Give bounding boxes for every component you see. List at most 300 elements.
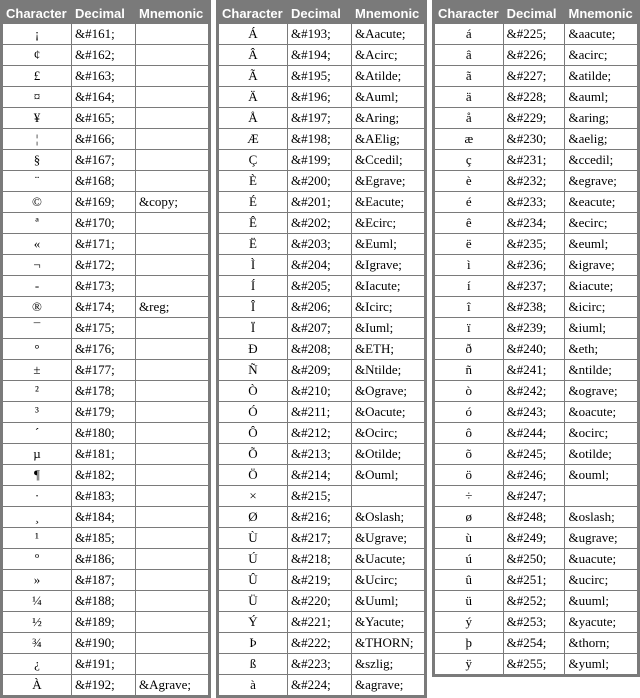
table-row bbox=[3, 675, 208, 695]
table-row bbox=[3, 360, 208, 380]
character-cell: È bbox=[219, 171, 287, 191]
table-row bbox=[3, 465, 208, 485]
table-row bbox=[435, 444, 637, 464]
header-mnemonic: Mnemonic bbox=[565, 3, 637, 23]
table-row bbox=[219, 402, 424, 422]
decimal-cell: &#194; bbox=[288, 45, 351, 65]
table-row bbox=[3, 171, 208, 191]
character-cell: Á bbox=[219, 24, 287, 44]
decimal-cell: &#232; bbox=[504, 171, 565, 191]
character-cell: ç bbox=[435, 150, 503, 170]
table-row bbox=[435, 360, 637, 380]
table-row bbox=[3, 297, 208, 317]
character-cell: Ì bbox=[219, 255, 287, 275]
decimal-cell: &#250; bbox=[504, 549, 565, 569]
table-row bbox=[435, 45, 637, 65]
mnemonic-cell: &copy; bbox=[136, 192, 208, 212]
character-cell: æ bbox=[435, 129, 503, 149]
table-row bbox=[219, 276, 424, 296]
character-cell: ö bbox=[435, 465, 503, 485]
character-cell: ë bbox=[435, 234, 503, 254]
decimal-cell: &#243; bbox=[504, 402, 565, 422]
decimal-cell: &#197; bbox=[288, 108, 351, 128]
table-row bbox=[219, 381, 424, 401]
character-cell: ² bbox=[3, 381, 71, 401]
character-cell: ñ bbox=[435, 360, 503, 380]
mnemonic-cell: &uacute; bbox=[565, 549, 637, 569]
decimal-cell: &#164; bbox=[72, 87, 135, 107]
table-row bbox=[219, 171, 424, 191]
decimal-cell: &#169; bbox=[72, 192, 135, 212]
mnemonic-cell: &ccedil; bbox=[565, 150, 637, 170]
decimal-cell: &#171; bbox=[72, 234, 135, 254]
table-row bbox=[3, 612, 208, 632]
decimal-cell: &#228; bbox=[504, 87, 565, 107]
table-row bbox=[3, 66, 208, 86]
decimal-cell: &#255; bbox=[504, 654, 565, 674]
decimal-cell: &#183; bbox=[72, 486, 135, 506]
decimal-cell: &#210; bbox=[288, 381, 351, 401]
character-cell: Ó bbox=[219, 402, 287, 422]
character-cell: Ö bbox=[219, 465, 287, 485]
character-cell: ò bbox=[435, 381, 503, 401]
table-row bbox=[3, 108, 208, 128]
character-cell: í bbox=[435, 276, 503, 296]
decimal-cell: &#185; bbox=[72, 528, 135, 548]
mnemonic-cell bbox=[136, 318, 208, 338]
character-cell: § bbox=[3, 150, 71, 170]
mnemonic-cell: &atilde; bbox=[565, 66, 637, 86]
mnemonic-cell: &Egrave; bbox=[352, 171, 424, 191]
decimal-cell: &#239; bbox=[504, 318, 565, 338]
table-row bbox=[219, 255, 424, 275]
header-row bbox=[3, 3, 208, 23]
mnemonic-cell: &oacute; bbox=[565, 402, 637, 422]
table-row bbox=[435, 549, 637, 569]
table-row bbox=[3, 654, 208, 674]
decimal-cell: &#205; bbox=[288, 276, 351, 296]
entity-table-2 bbox=[216, 0, 427, 698]
table-row bbox=[435, 234, 637, 254]
character-cell: á bbox=[435, 24, 503, 44]
mnemonic-cell: &Ecirc; bbox=[352, 213, 424, 233]
decimal-cell: &#198; bbox=[288, 129, 351, 149]
mnemonic-cell: &Ograve; bbox=[352, 381, 424, 401]
character-cell: Þ bbox=[219, 633, 287, 653]
decimal-cell: &#211; bbox=[288, 402, 351, 422]
decimal-cell: &#208; bbox=[288, 339, 351, 359]
character-cell: Ò bbox=[219, 381, 287, 401]
mnemonic-cell: &Ugrave; bbox=[352, 528, 424, 548]
mnemonic-cell bbox=[352, 486, 424, 506]
decimal-cell: &#177; bbox=[72, 360, 135, 380]
table-row bbox=[219, 633, 424, 653]
table-row bbox=[435, 654, 637, 674]
decimal-cell: &#207; bbox=[288, 318, 351, 338]
character-cell: ¤ bbox=[3, 87, 71, 107]
character-cell: ´ bbox=[3, 423, 71, 443]
table-row bbox=[3, 234, 208, 254]
table-row bbox=[435, 108, 637, 128]
mnemonic-cell: &ucirc; bbox=[565, 570, 637, 590]
mnemonic-cell: &egrave; bbox=[565, 171, 637, 191]
mnemonic-cell: &Yacute; bbox=[352, 612, 424, 632]
decimal-cell: &#225; bbox=[504, 24, 565, 44]
character-cell: ÿ bbox=[435, 654, 503, 674]
decimal-cell: &#215; bbox=[288, 486, 351, 506]
character-cell: ä bbox=[435, 87, 503, 107]
mnemonic-cell: &Ocirc; bbox=[352, 423, 424, 443]
table-row bbox=[3, 276, 208, 296]
decimal-cell: &#220; bbox=[288, 591, 351, 611]
character-cell: à bbox=[219, 675, 287, 695]
mnemonic-cell: &aring; bbox=[565, 108, 637, 128]
table-row bbox=[435, 381, 637, 401]
mnemonic-cell: &Acirc; bbox=[352, 45, 424, 65]
mnemonic-cell: &icirc; bbox=[565, 297, 637, 317]
table-row bbox=[435, 423, 637, 443]
mnemonic-cell bbox=[136, 276, 208, 296]
decimal-cell: &#242; bbox=[504, 381, 565, 401]
table-row bbox=[435, 66, 637, 86]
decimal-cell: &#191; bbox=[72, 654, 135, 674]
table-row bbox=[3, 423, 208, 443]
mnemonic-cell bbox=[136, 444, 208, 464]
mnemonic-cell: &ugrave; bbox=[565, 528, 637, 548]
character-cell: Ü bbox=[219, 591, 287, 611]
mnemonic-cell: &Euml; bbox=[352, 234, 424, 254]
mnemonic-cell bbox=[136, 423, 208, 443]
mnemonic-cell: &ograve; bbox=[565, 381, 637, 401]
character-cell: ¦ bbox=[3, 129, 71, 149]
table-row bbox=[3, 570, 208, 590]
decimal-cell: &#226; bbox=[504, 45, 565, 65]
header-character: Character bbox=[435, 3, 503, 23]
mnemonic-cell bbox=[136, 360, 208, 380]
decimal-cell: &#184; bbox=[72, 507, 135, 527]
decimal-cell: &#203; bbox=[288, 234, 351, 254]
character-cell: Ç bbox=[219, 150, 287, 170]
mnemonic-cell: &Uuml; bbox=[352, 591, 424, 611]
table-row bbox=[435, 255, 637, 275]
character-cell: - bbox=[3, 276, 71, 296]
character-cell: Â bbox=[219, 45, 287, 65]
table-row bbox=[3, 45, 208, 65]
character-cell: ¾ bbox=[3, 633, 71, 653]
decimal-cell: &#241; bbox=[504, 360, 565, 380]
decimal-cell: &#221; bbox=[288, 612, 351, 632]
table-row bbox=[219, 192, 424, 212]
mnemonic-cell: &Uacute; bbox=[352, 549, 424, 569]
table-row bbox=[435, 528, 637, 548]
mnemonic-cell: &otilde; bbox=[565, 444, 637, 464]
table-row bbox=[435, 192, 637, 212]
table-row bbox=[435, 570, 637, 590]
character-cell: ¼ bbox=[3, 591, 71, 611]
character-cell: Ù bbox=[219, 528, 287, 548]
table-row bbox=[435, 486, 637, 506]
decimal-cell: &#252; bbox=[504, 591, 565, 611]
table-row bbox=[3, 633, 208, 653]
decimal-cell: &#224; bbox=[288, 675, 351, 695]
character-cell: ¶ bbox=[3, 465, 71, 485]
table-row bbox=[219, 87, 424, 107]
table-row bbox=[435, 318, 637, 338]
character-cell: ó bbox=[435, 402, 503, 422]
header-mnemonic: Mnemonic bbox=[136, 3, 208, 23]
decimal-cell: &#175; bbox=[72, 318, 135, 338]
mnemonic-cell: &igrave; bbox=[565, 255, 637, 275]
table-row bbox=[435, 129, 637, 149]
mnemonic-cell bbox=[136, 213, 208, 233]
character-cell: ¨ bbox=[3, 171, 71, 191]
mnemonic-cell: &eth; bbox=[565, 339, 637, 359]
decimal-cell: &#246; bbox=[504, 465, 565, 485]
table-row bbox=[435, 402, 637, 422]
mnemonic-cell: &Oslash; bbox=[352, 507, 424, 527]
decimal-cell: &#176; bbox=[72, 339, 135, 359]
character-cell: ³ bbox=[3, 402, 71, 422]
table-row bbox=[219, 360, 424, 380]
character-cell: ì bbox=[435, 255, 503, 275]
mnemonic-cell: &acirc; bbox=[565, 45, 637, 65]
character-cell: Ô bbox=[219, 423, 287, 443]
decimal-cell: &#244; bbox=[504, 423, 565, 443]
mnemonic-cell: &aelig; bbox=[565, 129, 637, 149]
character-cell: þ bbox=[435, 633, 503, 653]
decimal-cell: &#234; bbox=[504, 213, 565, 233]
character-cell: · bbox=[3, 486, 71, 506]
character-cell: ¹ bbox=[3, 528, 71, 548]
table-row bbox=[3, 213, 208, 233]
character-cell: ¥ bbox=[3, 108, 71, 128]
table-row bbox=[219, 108, 424, 128]
mnemonic-cell: &euml; bbox=[565, 234, 637, 254]
table-row bbox=[435, 24, 637, 44]
table-row bbox=[3, 591, 208, 611]
decimal-cell: &#247; bbox=[504, 486, 565, 506]
decimal-cell: &#230; bbox=[504, 129, 565, 149]
mnemonic-cell: &uuml; bbox=[565, 591, 637, 611]
decimal-cell: &#251; bbox=[504, 570, 565, 590]
entity-table-3 bbox=[432, 0, 640, 677]
mnemonic-cell bbox=[136, 591, 208, 611]
table-row bbox=[435, 633, 637, 653]
decimal-cell: &#172; bbox=[72, 255, 135, 275]
mnemonic-cell: &oslash; bbox=[565, 507, 637, 527]
mnemonic-cell bbox=[136, 654, 208, 674]
mnemonic-cell bbox=[136, 612, 208, 632]
character-cell: ß bbox=[219, 654, 287, 674]
mnemonic-cell: &Aring; bbox=[352, 108, 424, 128]
character-cell: Í bbox=[219, 276, 287, 296]
mnemonic-cell: &Iacute; bbox=[352, 276, 424, 296]
decimal-cell: &#227; bbox=[504, 66, 565, 86]
mnemonic-cell bbox=[136, 108, 208, 128]
mnemonic-cell bbox=[136, 171, 208, 191]
character-cell: Ú bbox=[219, 549, 287, 569]
table-row bbox=[3, 339, 208, 359]
character-cell: ø bbox=[435, 507, 503, 527]
table-row bbox=[219, 45, 424, 65]
mnemonic-cell: &Ntilde; bbox=[352, 360, 424, 380]
character-cell: å bbox=[435, 108, 503, 128]
character-cell: é bbox=[435, 192, 503, 212]
character-cell: ý bbox=[435, 612, 503, 632]
character-cell: Ä bbox=[219, 87, 287, 107]
table-row bbox=[219, 150, 424, 170]
character-cell: ã bbox=[435, 66, 503, 86]
mnemonic-cell bbox=[136, 234, 208, 254]
decimal-cell: &#237; bbox=[504, 276, 565, 296]
table-row bbox=[3, 507, 208, 527]
mnemonic-cell: &Ucirc; bbox=[352, 570, 424, 590]
character-cell: ± bbox=[3, 360, 71, 380]
character-cell: © bbox=[3, 192, 71, 212]
mnemonic-cell bbox=[136, 339, 208, 359]
mnemonic-cell bbox=[136, 402, 208, 422]
decimal-cell: &#253; bbox=[504, 612, 565, 632]
header-decimal: Decimal bbox=[72, 3, 135, 23]
header-character: Character bbox=[3, 3, 71, 23]
table-row bbox=[435, 297, 637, 317]
mnemonic-cell: &ecirc; bbox=[565, 213, 637, 233]
table-row bbox=[219, 66, 424, 86]
table-row bbox=[3, 150, 208, 170]
character-cell: µ bbox=[3, 444, 71, 464]
character-cell: ü bbox=[435, 591, 503, 611]
table-row bbox=[3, 402, 208, 422]
character-cell: É bbox=[219, 192, 287, 212]
decimal-cell: &#204; bbox=[288, 255, 351, 275]
decimal-cell: &#196; bbox=[288, 87, 351, 107]
mnemonic-cell: &Igrave; bbox=[352, 255, 424, 275]
mnemonic-cell bbox=[136, 549, 208, 569]
decimal-cell: &#182; bbox=[72, 465, 135, 485]
mnemonic-cell bbox=[136, 570, 208, 590]
decimal-cell: &#193; bbox=[288, 24, 351, 44]
character-cell: ú bbox=[435, 549, 503, 569]
table-row bbox=[3, 192, 208, 212]
mnemonic-cell bbox=[136, 150, 208, 170]
table-row bbox=[219, 444, 424, 464]
mnemonic-cell: &reg; bbox=[136, 297, 208, 317]
decimal-cell: &#213; bbox=[288, 444, 351, 464]
header-row bbox=[435, 3, 637, 23]
decimal-cell: &#168; bbox=[72, 171, 135, 191]
mnemonic-cell: &ETH; bbox=[352, 339, 424, 359]
character-cell: Î bbox=[219, 297, 287, 317]
character-cell: « bbox=[3, 234, 71, 254]
mnemonic-cell: &Ccedil; bbox=[352, 150, 424, 170]
mnemonic-cell: &Ouml; bbox=[352, 465, 424, 485]
decimal-cell: &#181; bbox=[72, 444, 135, 464]
character-cell: Ê bbox=[219, 213, 287, 233]
mnemonic-cell bbox=[136, 66, 208, 86]
decimal-cell: &#174; bbox=[72, 297, 135, 317]
decimal-cell: &#229; bbox=[504, 108, 565, 128]
decimal-cell: &#202; bbox=[288, 213, 351, 233]
table-row bbox=[3, 528, 208, 548]
table-row bbox=[3, 381, 208, 401]
mnemonic-cell: &Icirc; bbox=[352, 297, 424, 317]
table-row bbox=[219, 423, 424, 443]
decimal-cell: &#216; bbox=[288, 507, 351, 527]
decimal-cell: &#167; bbox=[72, 150, 135, 170]
decimal-cell: &#201; bbox=[288, 192, 351, 212]
decimal-cell: &#240; bbox=[504, 339, 565, 359]
mnemonic-cell bbox=[136, 24, 208, 44]
table-row bbox=[219, 486, 424, 506]
decimal-cell: &#233; bbox=[504, 192, 565, 212]
decimal-cell: &#178; bbox=[72, 381, 135, 401]
character-cell: ð bbox=[435, 339, 503, 359]
character-cell: Æ bbox=[219, 129, 287, 149]
decimal-cell: &#170; bbox=[72, 213, 135, 233]
character-cell: º bbox=[3, 549, 71, 569]
table-row bbox=[3, 24, 208, 44]
table-row bbox=[219, 591, 424, 611]
decimal-cell: &#249; bbox=[504, 528, 565, 548]
mnemonic-cell: &yacute; bbox=[565, 612, 637, 632]
character-cell: Ë bbox=[219, 234, 287, 254]
decimal-cell: &#162; bbox=[72, 45, 135, 65]
table-row bbox=[3, 255, 208, 275]
character-cell: ô bbox=[435, 423, 503, 443]
mnemonic-cell: &Atilde; bbox=[352, 66, 424, 86]
table-row bbox=[3, 87, 208, 107]
mnemonic-cell: &iuml; bbox=[565, 318, 637, 338]
decimal-cell: &#165; bbox=[72, 108, 135, 128]
decimal-cell: &#212; bbox=[288, 423, 351, 443]
mnemonic-cell: &szlig; bbox=[352, 654, 424, 674]
decimal-cell: &#223; bbox=[288, 654, 351, 674]
table-row bbox=[219, 654, 424, 674]
mnemonic-cell: &eacute; bbox=[565, 192, 637, 212]
decimal-cell: &#192; bbox=[72, 675, 135, 695]
character-cell: Ý bbox=[219, 612, 287, 632]
table-row bbox=[219, 570, 424, 590]
table-row bbox=[219, 675, 424, 695]
decimal-cell: &#236; bbox=[504, 255, 565, 275]
mnemonic-cell: &Aacute; bbox=[352, 24, 424, 44]
character-cell: ¯ bbox=[3, 318, 71, 338]
mnemonic-cell bbox=[136, 381, 208, 401]
table-row bbox=[435, 276, 637, 296]
table-row bbox=[219, 507, 424, 527]
character-cell: ¬ bbox=[3, 255, 71, 275]
decimal-cell: &#245; bbox=[504, 444, 565, 464]
table-row bbox=[435, 465, 637, 485]
character-cell: Ï bbox=[219, 318, 287, 338]
mnemonic-cell: &ocirc; bbox=[565, 423, 637, 443]
decimal-cell: &#187; bbox=[72, 570, 135, 590]
mnemonic-cell bbox=[136, 129, 208, 149]
table-row bbox=[219, 549, 424, 569]
table-row bbox=[219, 528, 424, 548]
mnemonic-cell: &Agrave; bbox=[136, 675, 208, 695]
header-decimal: Decimal bbox=[288, 3, 351, 23]
table-row bbox=[435, 612, 637, 632]
mnemonic-cell: &agrave; bbox=[352, 675, 424, 695]
entity-table-1 bbox=[0, 0, 211, 698]
decimal-cell: &#217; bbox=[288, 528, 351, 548]
mnemonic-cell: &THORN; bbox=[352, 633, 424, 653]
table-row bbox=[3, 549, 208, 569]
mnemonic-cell: &ouml; bbox=[565, 465, 637, 485]
mnemonic-cell: &iacute; bbox=[565, 276, 637, 296]
decimal-cell: &#254; bbox=[504, 633, 565, 653]
